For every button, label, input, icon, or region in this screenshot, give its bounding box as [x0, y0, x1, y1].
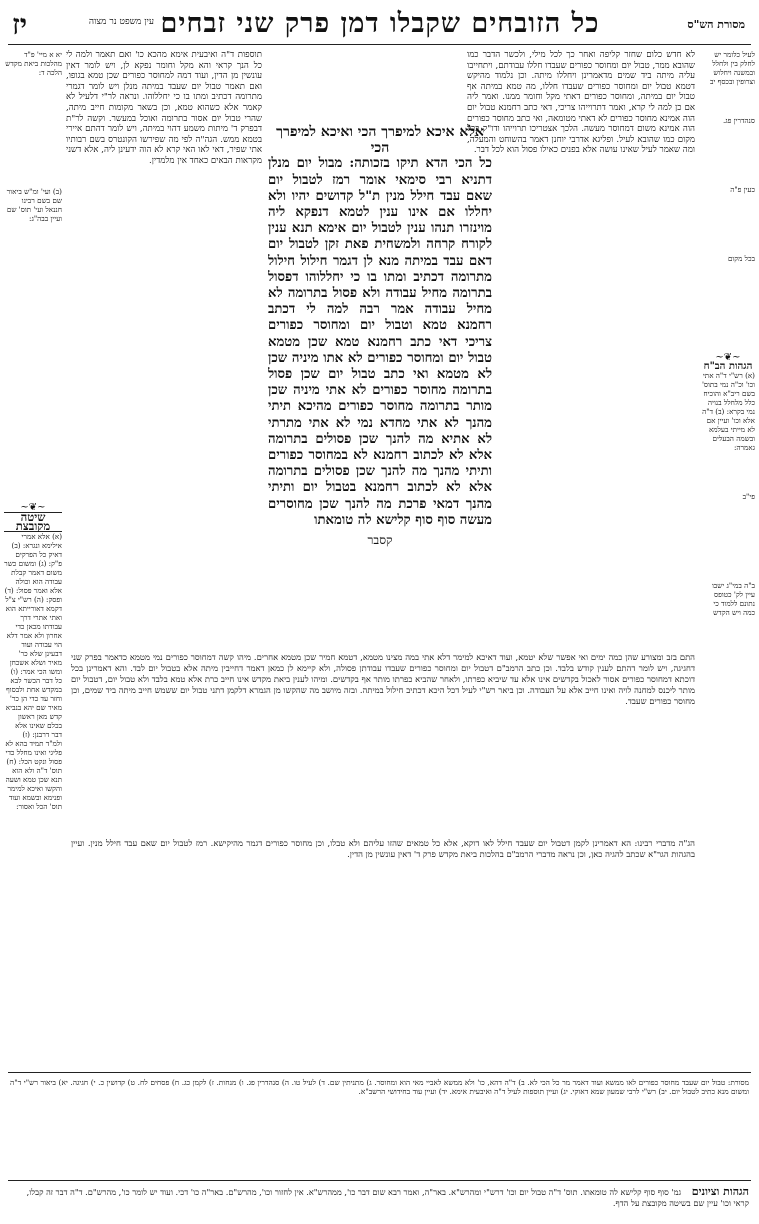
ornament: ~❦~ — [715, 352, 741, 363]
ornament: ~❦~ — [20, 502, 46, 513]
tosafot-column — [66, 50, 262, 645]
footer-rule — [8, 1072, 751, 1073]
ein-mishpat-entry: (ב) ועי' ומ"ש ביאור שם בשם רבינו חננאל ועי' תוס' שם ועיין בבה"ג: — [6, 187, 62, 223]
shita-mekubetzet-text: (א) אלא אמרי אילימא ונגרא: (ב) דאיק כל הפרקים פ"ק: (ג) ומשום כשר משום דאמר קבלת עבודה הוא וכולה אלא ואמר פסול: (ד) ופסק: (ה) רש"י צ"ל דקמא דאורייתא הוא ואתי אתרי דרך עבודתו מכאן כדי אחרון ולא אמר דלא הוי עבודה ועוד דבעינן שלא כר' מאיר ושלא אשכחן ומשו הכי אמר: (ו) כל דבר הכשר לבא במקדש אחת ולבסוף וחזר עד כדי הן כר' מאיר שם יהא בנביא קדש מאן ראשון בכלם שאינו אלא דבר דרבנן: (ז) ולמ"ד תמיד בהא לא פליגי ואינו מחלל כדי פסול ונקט הכל: (ח) תוס' ד"ה ולא הוא תנא שכן טמא ושעה והקשו ואיכא למימר ופנימא ובשמא ועוד תוס' הכל ואסור: — [4, 532, 62, 811]
footer-notes — [10, 1078, 749, 1176]
gemara-block — [268, 124, 492, 602]
ein-mishpat-entry: יא א מיי' פ"ד מהלכות ביאת מקדש הלכה ד: — [5, 50, 62, 77]
masoret-note: סנהדרין פג. — [723, 116, 755, 125]
ein-mishpat-margin — [4, 50, 62, 1050]
shita-mekubetzet-title: שיטה מקובצת — [4, 512, 62, 532]
masoret-hashas-label: מסורת הש"ס — [687, 18, 745, 31]
gemara-lead: אלא איכא למיפרך הכי ואיכא למיפרך הכי — [276, 124, 484, 157]
hagahot-habach-text: (א) רש"י ד"ה אתי וכו' וכ"ה נמי בתוס' בשם ריב"א והוכיח כלל מלחלל בנויה נמי בקרא: (ב) ד"ה אלא וכו' ועיין אם לא מייתי בעלמא ובשמה הבעלים גאמרה: — [701, 371, 755, 452]
bottom-label: הגהות וציונים — [691, 1186, 749, 1198]
hagahot-text: הג"ה מדברי רבינו: הא דאמרינן לקמן דטבול יום שעבד חילל לאו דוקא, אלא כל טמאים שהזו עליהם ולא טבלו, וכן מחוסר כפורים דגמר מהיקישא. רמז לטבול יום שאם עבד חילל מנין. ועיין בהגהות הגר"א שכתב להגיה כאן, וכן נראה מדברי הרמב"ם בהלכות ביאת מקדש פרק ד' דאין עונשין מן הדין. — [71, 838, 695, 859]
hagahot-block — [71, 838, 695, 968]
rashi-column — [467, 50, 695, 645]
header-rule — [8, 44, 751, 45]
ein-mishpat-label: עין משפט נר מצוה — [88, 17, 154, 27]
masoret-lower-note: ב"ה במי"ג ישבו עיין לק' כטופס נתונם ללמוד כי כמה ויש הקדש — [711, 581, 755, 617]
masoret-note: בכל מקום — [727, 254, 755, 263]
masoret-note: פי"ב — [742, 492, 755, 501]
page-title: כל הזובחים שקבלו דמן פרק שני זבחים — [160, 8, 600, 39]
bottom-rule — [8, 1180, 751, 1181]
masoret-note: לעיל כלומר יש לחלק בין ולחלל ובמשנה ויחלוש וצרופין ובכסף יב — [709, 50, 755, 86]
tosafot-text: תוספות ד"ה ואיבעית אימא מהכא כו' ואם תאמר ולמה לי כל הנך קראי והא מקל וחומר נפקא לן, ויש לומר דאין עונשין מן הדין, ועוד דמה למחוסר כפורים שכן טמא בגופו, ואם תאמר טבול יום שעבד במיתה מנלן ויש לומר דגמרי מתרומה דכתיב ומתו בו כי יחללוהו. ונראה לר"י דלעיל לא קאמר אלא כשהוא טמא, וכן בשאר מקומות חייב מיתה, שהרי טבול יום אסור בתרומה ואוכל במעשר. וקשה לר"ת דבפרק ד' מיתות משמע דהוי במיתה, ויש לומר דהתם איירי בטמא ממש. הגה"ה לפי מה שפירשו הקונטרס בשם רבותיו אתי שפיר, דאי לאו האי קרא לא הוה ידעינן ליה, אלא דשני מקראות הבאים כאחד אין מלמדין. — [66, 50, 262, 166]
continuation-block — [71, 652, 695, 832]
masoret-margin — [701, 50, 755, 730]
rashi-text: לא חדש כלום שחזר קליפה ואחר כך לכל מילי, ולכשר הדבר כמו שהובא ממר, טבול יום ומחוסר כפורים שעבדו חללו עבודתם, ויתחייבו עליה מיתה ביד שמים מדאמרינן ויחללו מיתה. וכן נלמוד מהיקש דטמא טבול יום ומחוסר כפורים שעבדו חללו, מה טמא במיתה אף טבול יום במיתה, ומחוסר כפורים דאתי מקל וחומר ממנו. ואמר ליה אם כן למה לי קרא, ואמר דתרוייהו צריכי, דאי כתב רחמנא טבול יום הוה אמינא מחוסר כפורים לא דאתי מטומאה, ואי כתב מחוסר כפורים הוה אמינא משום דמחוסר מעשה. הלכך אצטריכו תרוייהו ודו"ק בכל מקום כמו שהובא לעיל. ופליגא אדרבי יוחנן דאמר בהשוחט והמעלה, ומה שאמר לעיל שאינו עושה אלא בפנים כאילו פסול הוא לכל דבר. — [467, 50, 695, 156]
hagahot-habach-title: הגהות הב"ח — [703, 361, 753, 372]
masoret-note: כעין פ"ה — [730, 185, 755, 194]
bottom-text: גמ' סוף סוף קלישא לה טומאתו. תוס' ד"ה טבול יום וכו' דרש"י ומהרש"א. באר"ה, ואמר רבא שום דבר כו', ממהרש"א. אין לחזור וכו', מהרש"ם. באר"ה כו' דכי. ועוד יש לומר כו', מהרש"ם. ד"ה דבר זה קבלו, קראי וכו' עיין שם בשיטה מקובצת על הדף. — [26, 1187, 749, 1208]
leaf-number: יז — [12, 8, 28, 41]
gemara-closing-word: קסבר — [367, 533, 393, 548]
footer-text: מסורת: טבול יום שעבד מחוסר כפורים לאו ממשא ועוד דאמר מר כל הכי לא. ב) ד"ה דהא, כו' ולא ממשא לאביי מאי הוא ומחוסר. ג) מתניתין שם. ד) לעיל טו. ה) סנהדרין פג. ו) מנחות. ז) לקמן כג. ח) פסחים לח. ט) קדושין כ. י) חגיגה. יא) ביאור רש"י ד"ה ומשום מנא כתיב לטבול יום. יב) רש"י לרבי שמעון שמא דאוקי. יג) ועיין תוספות לעיל ד"ה ואיבעית אימא. יד) ועיין עוד בחידושי הרשב"א. — [10, 1078, 749, 1097]
gemara-text: כל הכי הדא תיקו בזכותה: מבול יום מנלן דתניא רבי סימאי אומר רמז לטבול יום שאם עבד חילל מנין ת"ל קדושים יהיו ולא יחללו אם אינו ענין לטמא דנפקא ליה מוינזרו תנהו ענין לטבול יום אימא תנא ענין לקורח קרחה ולמשחית פאת זקן לטבול יום דאם עבד במיתה מנא לן דגמר חילול חילול מתרומה דכתיב ומתו בו כי יחללוהו דפסול בתרומה מחיל עבודה ולא פסול בתרומה לא מחיל עבודה אמר רבה למה לי דכתב רחמנא טמא וטבול יום ומחוסר כפורים צריכי דאי כתב רחמנא טמא שכן מטמא טבול יום ומחוסר כפורים לא אתו מיניה שכן לא מטמא ואי כתב טבול יום שכן פסול בתרומה מחוסר כפורים לא אתי מיניה שכן מותר בתרומה מחוסר כפורים מהיכא תיתי מהנך לא אתי מחדא נמי לא אתי מתרתי לא אתיא מה להנך שכן פסולים בתרומה אלא לא לכתוב רחמנא לא במחוסר כפורים ותיתי מהנך מה להנך שכן פסולים בתרומה אלא לא לכתוב רחמנא בטבול יום ותיתי מהנך דמאי פרכת מה להנך שכן מחוסרים מעשה סוף סוף קלישא לה טומאתו — [268, 156, 492, 528]
bottom-row — [10, 1186, 749, 1220]
continuation-text: התם בזב ומצורע שהן כמה ימים ואי אפשר שלא יטמא, ועוד דאיכא למימר דלא אתי במה מצינו מטמא, דטמא חמיר שכן מטמא אחרים. מיהו קשה דמחוסר כפורים נמי מטמא כדאמר בפרק שני דחגיגה, ויש לומר דהתם לענין קודש בלבד. וכן כתב הרמב"ם דטבול יום ומחוסר כפורים שעבדו עבודתן פסולה, ולא קיימא לן כמאן דאמר דחייבין מיתה אלא בטבול יום לבד. והא דאמרינן בכל דוכתא דמחוסר כפורים אסור לאכול בקדשים אינו אלא עד שיביא כפרתו, ולאחר שהביא כפרתו מותר אף בקדשים. ומיהו לענין ביאת מקדש אינו חייב כרת אלא טמא בלבד ולא טבול יום, דטבול יום מותר ליכנס למחנה לויה ואינו חייב אלא על העבודה. וכן ביאר רש"י לעיל דכל היכא דכתיב חילול במיתה. ובזה מיושב מה שהקשו מן הגמרא דלקמן דתני טבול יום ששמש חייב מיתה ביד שמים, וכן מחוסר כפורים שעבד. — [71, 652, 695, 706]
